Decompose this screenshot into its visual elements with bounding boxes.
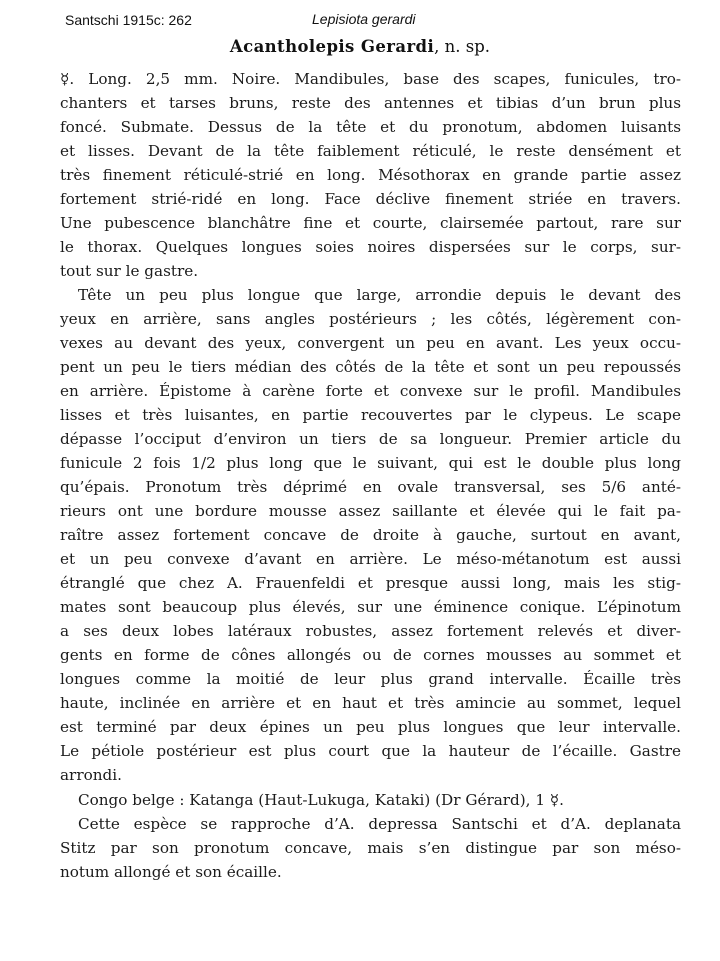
text-line: Stitz par son pronotum concave, mais s’en distingue par son méso-: [60, 839, 681, 857]
text-line: et lisses. Devant de la tête faiblement réticulé, le reste densément et: [60, 142, 681, 160]
paragraph-start-line: Tête un peu plus longue que large, arrondie depuis le devant des: [78, 286, 681, 304]
text-line: chanters et tarses bruns, reste des antennes et tibias d’un brun plus: [60, 94, 681, 112]
text-line: dépasse l’occiput d’environ un tiers de sa longueur. Premier article du: [60, 430, 681, 448]
text-line: lisses et très luisantes, en partie recouvertes par le clypeus. Le scape: [60, 406, 681, 424]
citation-header: Santschi 1915c: 262: [65, 12, 192, 28]
locality-line: Congo belge : Katanga (Haut-Lukuga, Kataki) (Dr Gérard), 1 ☿.: [78, 791, 564, 809]
text-line: Le pétiole postérieur est plus court que la hauteur de l’écaille. Gastre: [60, 742, 681, 760]
text-line: étranglé que chez A. Frauenfeldi et presque aussi long, mais les stig-: [60, 574, 681, 592]
text-line: haute, inclinée en arrière et en haut et très amincie au sommet, lequel: [60, 694, 681, 712]
species-title: [0, 37, 720, 56]
title-suffix: , n. sp.: [434, 37, 491, 56]
text-line: le thorax. Quelques longues soies noires dispersées sur le corps, sur-: [60, 238, 681, 256]
text-line: notum allongé et son écaille.: [60, 863, 282, 881]
species-header: Lepisiota gerardi: [312, 11, 416, 27]
text-line: a ses deux lobes latéraux robustes, assez fortement relevés et diver-: [60, 622, 681, 640]
text-line: très finement réticulé-strié en long. Mésothorax en grande partie assez: [60, 166, 681, 184]
text-line: ☿. Long. 2,5 mm. Noire. Mandibules, base des scapes, funicules, tro-: [60, 70, 681, 88]
text-line: est terminé par deux épines un peu plus longues que leur intervalle.: [60, 718, 681, 736]
text-line: arrondi.: [60, 766, 122, 784]
title-genus-species: Acantholepis Gerardi: [229, 37, 435, 56]
text-line: tout sur le gastre.: [60, 262, 199, 280]
text-line: Une pubescence blanchâtre fine et courte, clairsemée partout, rare sur: [60, 214, 681, 232]
text-line: mates sont beaucoup plus élevés, sur une éminence conique. L’épinotum: [60, 598, 681, 616]
text-line: gents en forme de cônes allongés ou de cornes mousses au sommet et: [60, 646, 681, 664]
text-line: rieurs ont une bordure mousse assez saillante et élevée qui le fait pa-: [60, 502, 681, 520]
text-line: fortement strié-ridé en long. Face déclive finement striée en travers.: [60, 190, 681, 208]
text-line: raître assez fortement concave de droite à gauche, surtout en avant,: [60, 526, 681, 544]
text-line: yeux en arrière, sans angles postérieurs ; les côtés, légèrement con-: [60, 310, 681, 328]
text-line: pent un peu le tiers médian des côtés de la tête et sont un peu repoussés: [60, 358, 681, 376]
text-line: longues comme la moitié de leur plus grand intervalle. Écaille très: [60, 670, 681, 688]
text-line: vexes au devant des yeux, convergent un peu en avant. Les yeux occu-: [60, 334, 681, 352]
paragraph-start-line: Cette espèce se rapproche d’A. depressa Santschi et d’A. deplanata: [78, 815, 681, 833]
text-line: qu’épais. Pronotum très déprimé en ovale transversal, ses 5/6 anté-: [60, 478, 681, 496]
text-line: en arrière. Épistome à carène forte et convexe sur le profil. Mandibules: [60, 382, 681, 400]
text-line: et un peu convexe d’avant en arrière. Le méso-métanotum est aussi: [60, 550, 681, 568]
text-line: foncé. Submate. Dessus de la tête et du pronotum, abdomen luisants: [60, 118, 681, 136]
text-line: funicule 2 fois 1/2 plus long que le suivant, qui est le double plus long: [60, 454, 681, 472]
